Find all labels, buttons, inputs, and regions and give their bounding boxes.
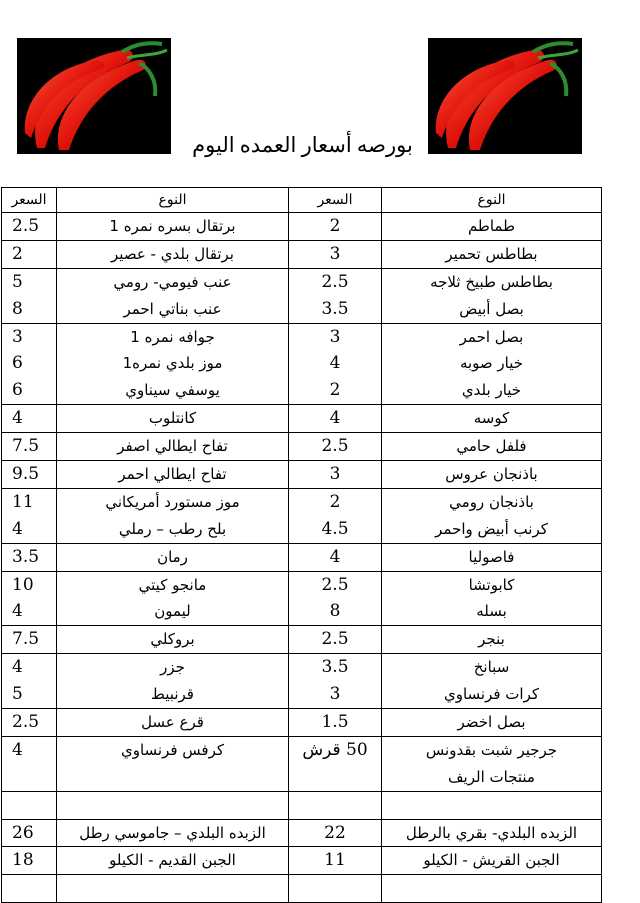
- cell-line: 5: [12, 271, 23, 292]
- cell-line: 3: [12, 326, 23, 347]
- type-right-cell: [382, 213, 602, 241]
- cell-line: منتجات الريف: [448, 767, 535, 786]
- cell-line: بطاطس طبيخ ثلاجه: [430, 272, 553, 291]
- price-right-cell: [289, 626, 382, 654]
- cell-line: كانتلوب: [148, 409, 197, 428]
- type-right-cell: [382, 709, 602, 737]
- table-row: [2, 433, 602, 461]
- cell-line: 4: [12, 657, 23, 678]
- cell-line: [63, 875, 282, 902]
- cell-line: جوافه نمره 1: [130, 327, 215, 346]
- cell-line: 2: [329, 491, 341, 512]
- price-left-cell: [2, 268, 57, 323]
- price-table: [1, 187, 602, 903]
- type-right-cell: [382, 571, 602, 626]
- cell-line: 2.5: [12, 712, 40, 733]
- cell-line: كابوتشا: [468, 575, 515, 594]
- cell-line: 6: [12, 353, 23, 374]
- type-right-cell: [382, 736, 602, 791]
- type-right-cell: [382, 543, 602, 571]
- price-left-cell: [2, 405, 57, 433]
- cell-line: كرات فرنساوي: [443, 685, 540, 704]
- cell-line: بصل احمر: [459, 327, 524, 346]
- price-left-cell: [2, 323, 57, 405]
- cell-line: عنب فيومي- رومي: [113, 272, 232, 291]
- chili-pepper-image-left: [17, 38, 171, 154]
- table-row: [2, 709, 602, 737]
- table-row: [2, 847, 602, 875]
- cell-line: 2: [329, 216, 341, 236]
- type-left-cell: [57, 488, 289, 543]
- type-right-cell: [382, 240, 602, 268]
- cell-line: 4: [329, 353, 341, 374]
- cell-line: كرنب أبيض واحمر: [435, 519, 548, 538]
- price-right-cell: [289, 240, 382, 268]
- table-row: [2, 819, 602, 847]
- type-left-cell: [57, 213, 289, 241]
- type-right-cell: [382, 654, 602, 709]
- price-left-cell: [2, 571, 57, 626]
- cell-line: 11: [12, 491, 34, 512]
- cell-line: باذنجان عروس: [445, 465, 538, 484]
- cell-line: 50 قرش: [302, 739, 368, 760]
- chili-pepper-icon: [17, 38, 171, 154]
- price-left-cell: [2, 736, 57, 791]
- price-left-cell: [2, 875, 57, 903]
- cell-line: 5: [12, 684, 23, 705]
- cell-line: 10: [12, 574, 34, 595]
- cell-line: 3.5: [321, 657, 349, 678]
- cell-line: [12, 875, 50, 902]
- cell-line: خيار بلدي: [461, 381, 522, 400]
- cell-line: 4.5: [321, 518, 349, 539]
- table-row: [2, 543, 602, 571]
- cell-line: بطاطس تحمير: [445, 244, 538, 263]
- cell-line: 3.5: [321, 298, 349, 319]
- cell-line: بروكلي: [150, 630, 195, 649]
- cell-line: جزر: [160, 658, 185, 677]
- type-left-cell: [57, 405, 289, 433]
- cell-line: 3: [329, 243, 341, 264]
- type-left-cell: [57, 819, 289, 847]
- type-right-cell: [382, 847, 602, 875]
- price-right-cell: [289, 268, 382, 323]
- cell-line: سبانخ: [473, 658, 510, 677]
- cell-line: 4: [12, 518, 23, 539]
- price-left-cell: [2, 433, 57, 461]
- cell-line: كرفس فرنساوي: [120, 740, 225, 759]
- cell-line: 2.5: [321, 574, 349, 595]
- cell-line: 2: [329, 380, 341, 401]
- cell-line: 6: [12, 380, 23, 401]
- price-right-cell: [289, 791, 382, 819]
- type-right-cell: [382, 791, 602, 819]
- type-left-cell: [57, 736, 289, 791]
- cell-line: 7.5: [12, 629, 40, 650]
- price-right-cell: [289, 213, 382, 241]
- cell-line: الزبده البلدي – جاموسي رطل: [79, 823, 266, 842]
- type-left-cell: [57, 433, 289, 461]
- cell-line: 4: [329, 546, 341, 567]
- price-left-cell: [2, 791, 57, 819]
- cell-line: [295, 875, 375, 902]
- cell-line: قرنبيط: [151, 685, 194, 704]
- cell-line: بسله: [476, 602, 507, 621]
- price-left-cell: [2, 709, 57, 737]
- cell-line: بلح رطب – رملي: [118, 519, 227, 538]
- cell-line: عنب بناتي احمر: [123, 299, 222, 318]
- type-left-cell: [57, 571, 289, 626]
- cell-line: 2.5: [321, 271, 349, 292]
- cell-line: [295, 764, 375, 791]
- cell-line: موز مستورد أمريكاني: [105, 492, 240, 511]
- table-header-row: [2, 188, 602, 213]
- price-right-cell: [289, 323, 382, 405]
- type-right-cell: [382, 433, 602, 461]
- cell-line: فلفل حامي: [456, 437, 527, 456]
- cell-line: باذنجان رومي: [449, 492, 534, 511]
- cell-line: 7.5: [12, 436, 40, 457]
- table-row: [2, 654, 602, 709]
- cell-line: جرجير شبت بقدونس: [425, 740, 558, 759]
- price-right-cell: [289, 819, 382, 847]
- table-row: [2, 791, 602, 819]
- header-price-left: السعر: [2, 188, 57, 213]
- cell-line: [388, 875, 595, 902]
- type-left-cell: [57, 791, 289, 819]
- cell-line: [388, 792, 595, 819]
- price-left-cell: [2, 543, 57, 571]
- table-row: [2, 571, 602, 626]
- cell-line: برتقال بسره نمره 1: [109, 217, 236, 235]
- price-left-cell: [2, 213, 57, 241]
- price-left-cell: [2, 488, 57, 543]
- type-right-cell: [382, 405, 602, 433]
- type-right-cell: [382, 819, 602, 847]
- cell-line: تفاح ايطالي اصفر: [117, 437, 228, 456]
- cell-line: 4: [12, 739, 23, 760]
- table-row: [2, 323, 602, 405]
- cell-line: [63, 792, 282, 819]
- type-right-cell: [382, 626, 602, 654]
- cell-line: 4: [329, 408, 341, 429]
- cell-line: [12, 764, 50, 791]
- cell-line: يوسفي سيناوي: [125, 381, 220, 400]
- type-left-cell: [57, 461, 289, 489]
- cell-line: بنجر: [478, 630, 505, 649]
- header-type-middle: النوع: [57, 188, 289, 213]
- cell-line: تفاح ايطالي احمر: [118, 465, 227, 484]
- table-row: [2, 213, 602, 241]
- table-row: [2, 268, 602, 323]
- table-row: [2, 240, 602, 268]
- cell-line: كوسه: [473, 409, 510, 428]
- type-left-cell: [57, 847, 289, 875]
- price-right-cell: [289, 875, 382, 903]
- cell-line: طماطم: [467, 217, 516, 235]
- cell-line: مانجو كيتي: [138, 575, 207, 594]
- price-right-cell: [289, 654, 382, 709]
- page-title: بورصه أسعار العمده اليوم: [192, 133, 413, 157]
- cell-line: قرع عسل: [141, 713, 204, 732]
- cell-line: 2.5: [12, 216, 40, 236]
- price-right-cell: [289, 847, 382, 875]
- type-left-cell: [57, 875, 289, 903]
- cell-line: [295, 792, 375, 819]
- cell-line: 9.5: [12, 464, 40, 485]
- price-right-cell: [289, 571, 382, 626]
- type-left-cell: [57, 654, 289, 709]
- price-left-cell: [2, 819, 57, 847]
- type-left-cell: [57, 626, 289, 654]
- cell-line: الزبده البلدي- بقري بالرطل: [405, 823, 578, 842]
- cell-line: 3: [329, 684, 341, 705]
- cell-line: 8: [329, 601, 341, 622]
- type-left-cell: [57, 323, 289, 405]
- price-right-cell: [289, 736, 382, 791]
- cell-line: 18: [12, 850, 34, 871]
- cell-line: رمان: [157, 547, 188, 566]
- cell-line: [12, 792, 50, 819]
- cell-line: 3: [329, 326, 341, 347]
- cell-line: 8: [12, 298, 23, 319]
- price-left-cell: [2, 626, 57, 654]
- price-right-cell: [289, 709, 382, 737]
- cell-line: فاصوليا: [468, 547, 515, 566]
- table-row: [2, 405, 602, 433]
- cell-line: 11: [324, 850, 346, 871]
- chili-pepper-icon: [428, 38, 582, 154]
- price-right-cell: [289, 543, 382, 571]
- cell-line: 2.5: [321, 436, 349, 457]
- table-row: [2, 488, 602, 543]
- cell-line: 4: [12, 601, 23, 622]
- price-left-cell: [2, 461, 57, 489]
- cell-line: [63, 764, 282, 791]
- price-left-cell: [2, 847, 57, 875]
- cell-line: 3.5: [12, 546, 40, 567]
- cell-line: 22: [324, 822, 346, 843]
- cell-line: 4: [12, 408, 23, 429]
- cell-line: ليمون: [154, 602, 191, 621]
- table-row: [2, 461, 602, 489]
- price-left-cell: [2, 240, 57, 268]
- table-row: [2, 626, 602, 654]
- type-right-cell: [382, 461, 602, 489]
- cell-line: 2: [12, 243, 23, 264]
- price-right-cell: [289, 488, 382, 543]
- table-row: [2, 736, 602, 791]
- chili-pepper-image-right: [428, 38, 582, 154]
- price-right-cell: [289, 405, 382, 433]
- type-left-cell: [57, 268, 289, 323]
- type-right-cell: [382, 268, 602, 323]
- cell-line: 3: [329, 464, 341, 485]
- table-row: [2, 875, 602, 903]
- cell-line: موز بلدي نمره1: [122, 354, 223, 373]
- header-price-middle: السعر: [289, 188, 382, 213]
- type-right-cell: [382, 488, 602, 543]
- type-left-cell: [57, 543, 289, 571]
- price-right-cell: [289, 461, 382, 489]
- cell-line: الجبن القريش - الكيلو: [423, 851, 560, 870]
- price-right-cell: [289, 433, 382, 461]
- header-type-right: النوع: [382, 188, 602, 213]
- cell-line: بصل أبيض: [459, 299, 524, 318]
- cell-line: خيار صوبه: [459, 354, 524, 373]
- type-left-cell: [57, 709, 289, 737]
- cell-line: الجبن القديم - الكيلو: [109, 851, 236, 870]
- type-right-cell: [382, 323, 602, 405]
- cell-line: 2.5: [321, 629, 349, 650]
- cell-line: 1.5: [321, 712, 349, 733]
- type-right-cell: [382, 875, 602, 903]
- cell-line: بصل اخضر: [457, 713, 526, 732]
- type-left-cell: [57, 240, 289, 268]
- cell-line: 26: [12, 822, 34, 843]
- cell-line: برتقال بلدي - عصير: [111, 244, 234, 263]
- price-left-cell: [2, 654, 57, 709]
